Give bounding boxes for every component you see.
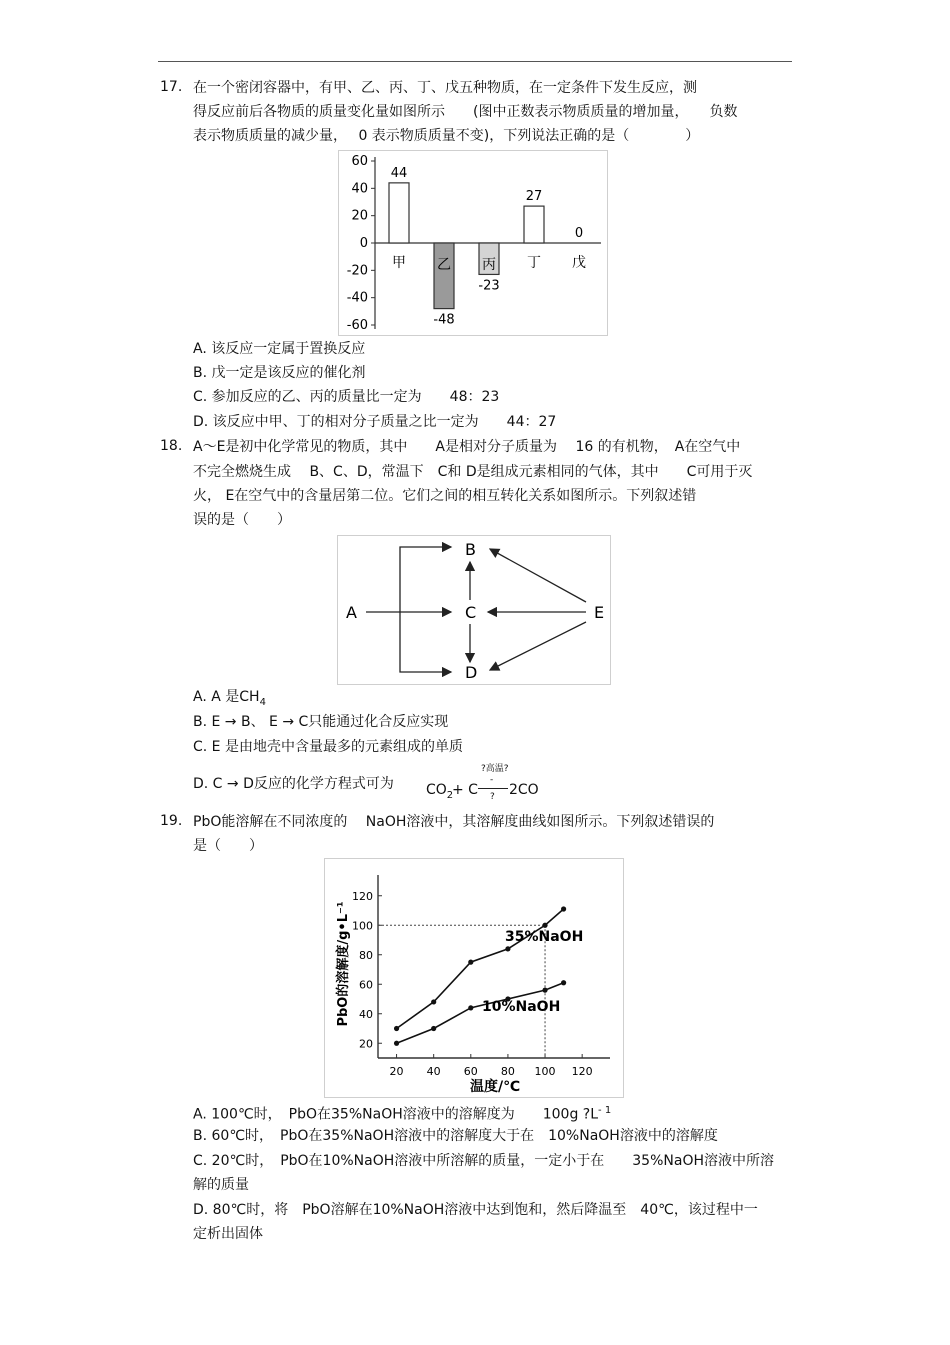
question-stem-line: 火， E在空气中的含量居第二位。它们之间的相互转化关系如图所示。下列叙述错: [193, 488, 697, 504]
category-label: 甲: [392, 255, 406, 271]
node-c: C: [465, 603, 477, 622]
question-stem-line: 在一个密闭容器中，有甲、乙、丙、丁、戊五种物质，在一定条件下发生反应，测: [193, 80, 697, 96]
eq-plus: + C: [452, 782, 478, 798]
arrow-e-b: [490, 549, 586, 602]
y-tick-label: 0: [359, 236, 368, 251]
data-point: [505, 946, 510, 951]
x-tick-label: 40: [426, 1065, 441, 1078]
question-number: 17.: [160, 79, 183, 95]
y-tick-label: 120: [352, 889, 373, 903]
question-stem-line: 不完全燃烧生成 B、C、D，常温下 C和 D是组成元素相同的气体，其中 C可用于灭: [193, 464, 753, 480]
option-c: C. 20℃时， PbO在10%NaOH溶液中所溶解的质量，一定小于在 35%NaOH溶液中所溶: [193, 1153, 774, 1169]
solubility-chart-svg: [325, 859, 623, 1097]
option-c: C. E 是由地壳中含量最多的元素组成的单质: [193, 739, 463, 755]
y-tick-label: -60: [346, 318, 368, 333]
x-tick-label: 60: [463, 1065, 478, 1078]
option-a-text: A. 100℃时， PbO在35%NaOH溶液中的溶解度为 100g ?L: [193, 1106, 599, 1123]
y-tick-label: 20: [359, 1037, 373, 1051]
option-a-text: A. A 是CH: [193, 689, 260, 705]
data-point: [468, 960, 473, 965]
option-d: D. 80℃时，将 PbO溶解在10%NaOH溶液中达到饱和，然后降温至 40℃，该过程中一: [193, 1202, 758, 1218]
data-point: [431, 999, 436, 1004]
transformation-diagram-svg: [338, 536, 610, 684]
question-stem-line: PbO能溶解在不同浓度的 NaOH溶液中，其溶解度曲线如图所示。下列叙述错误的: [193, 814, 715, 830]
arrow-a-b: [400, 547, 451, 612]
data-point: [561, 980, 566, 985]
data-point: [394, 1041, 399, 1046]
bar: [389, 183, 409, 243]
top-rule: [158, 61, 792, 62]
eq-condition-mark: -: [490, 775, 494, 785]
option-d: D. 该反应中甲、丁的相对分子质量之比一定为 44：27: [193, 414, 557, 430]
eq-arrow-line: [478, 788, 508, 789]
category-label: 戊: [572, 255, 586, 271]
option-b: B. 戊一定是该反应的催化剂: [193, 365, 366, 381]
solubility-curve-chart: [324, 858, 624, 1098]
y-tick-label: 40: [359, 1007, 373, 1021]
data-point: [542, 923, 547, 928]
question-stem-line: 得反应前后各物质的质量变化量如图所示 (图中正数表示物质质量的增加量， 负数: [193, 104, 738, 120]
option-d: D. C → D反应的化学方程式可为: [193, 776, 394, 792]
question-stem-line: A～E是初中化学常见的物质，其中 A是相对分子质量为 16 的有机物， A在空气中: [193, 439, 741, 455]
question-number: 18.: [160, 438, 183, 454]
y-tick-label: 40: [351, 181, 368, 197]
option-b: B. E → B、 E → C只能通过化合反应实现: [193, 714, 449, 730]
eq-below: ?: [490, 792, 495, 802]
data-label: -23: [478, 278, 500, 294]
subscript: 4: [259, 696, 266, 708]
y-axis-label: PbO的溶解度/g•L⁻¹: [336, 901, 351, 1027]
bar: [434, 243, 454, 309]
bar-chart-svg: [339, 151, 607, 335]
arrow-e-d: [490, 622, 586, 670]
arrow-a-d: [400, 612, 451, 672]
y-tick-label: 20: [351, 208, 368, 224]
option-c-continued: 解的质量: [193, 1177, 249, 1193]
series-label: 35%NaOH: [505, 929, 584, 945]
node-b: B: [465, 540, 476, 559]
x-tick-label: 100: [534, 1065, 556, 1078]
x-tick-label: 80: [500, 1065, 515, 1078]
node-a: A: [346, 603, 357, 622]
data-point: [542, 988, 547, 993]
option-a: A. 该反应一定属于置换反应: [193, 341, 366, 357]
category-label: 丁: [527, 255, 541, 271]
x-tick-label: 120: [571, 1065, 593, 1078]
category-label: 乙: [437, 257, 451, 273]
question-stem-line: 是（ ）: [193, 838, 263, 854]
data-point: [468, 1005, 473, 1010]
y-tick-label: 60: [359, 978, 373, 992]
eq-sub: 2: [446, 789, 454, 801]
y-tick-label: -40: [346, 290, 368, 306]
data-point: [431, 1026, 436, 1031]
x-tick-label: 20: [389, 1065, 404, 1078]
option-c: C. 参加反应的乙、丙的质量比一定为 48：23: [193, 389, 500, 405]
y-tick-label: 100: [352, 919, 373, 933]
y-tick-label: -20: [346, 263, 368, 279]
option-a: [193, 1102, 611, 1124]
option-a: [193, 688, 266, 712]
node-e: E: [594, 603, 605, 622]
eq-left: CO: [426, 782, 447, 798]
series-label: 10%NaOH: [482, 999, 561, 1015]
data-label: 0: [574, 226, 584, 241]
eq-condition: ?高温?: [481, 764, 509, 774]
question-stem-line: 误的是（ ）: [193, 512, 291, 528]
x-axis-label: 温度/℃: [469, 1079, 521, 1095]
question-number: 19.: [160, 813, 183, 829]
superscript: - 1: [598, 1105, 612, 1116]
data-point: [561, 906, 566, 911]
option-b: B. 60℃时， PbO在35%NaOH溶液中的溶解度大于在 10%NaOH溶液中的溶解度: [193, 1128, 718, 1144]
question-stem-line: 表示物质质量的减少量， 0 表示物质质量不变)，下列说法正确的是（ ）: [193, 128, 700, 144]
category-label: 丙: [482, 257, 496, 273]
data-label: 44: [390, 165, 408, 181]
mass-change-bar-chart: [338, 150, 608, 336]
y-tick-label: 80: [359, 948, 373, 962]
transformation-diagram: [337, 535, 611, 685]
data-label: 27: [525, 189, 543, 205]
node-d: D: [465, 663, 478, 682]
eq-right: 2CO: [509, 782, 539, 798]
y-tick-label: 60: [351, 154, 368, 169]
data-point: [394, 1026, 399, 1031]
option-d-continued: 定析出固体: [193, 1226, 263, 1242]
data-label: -48: [433, 312, 455, 328]
bar: [524, 206, 544, 243]
